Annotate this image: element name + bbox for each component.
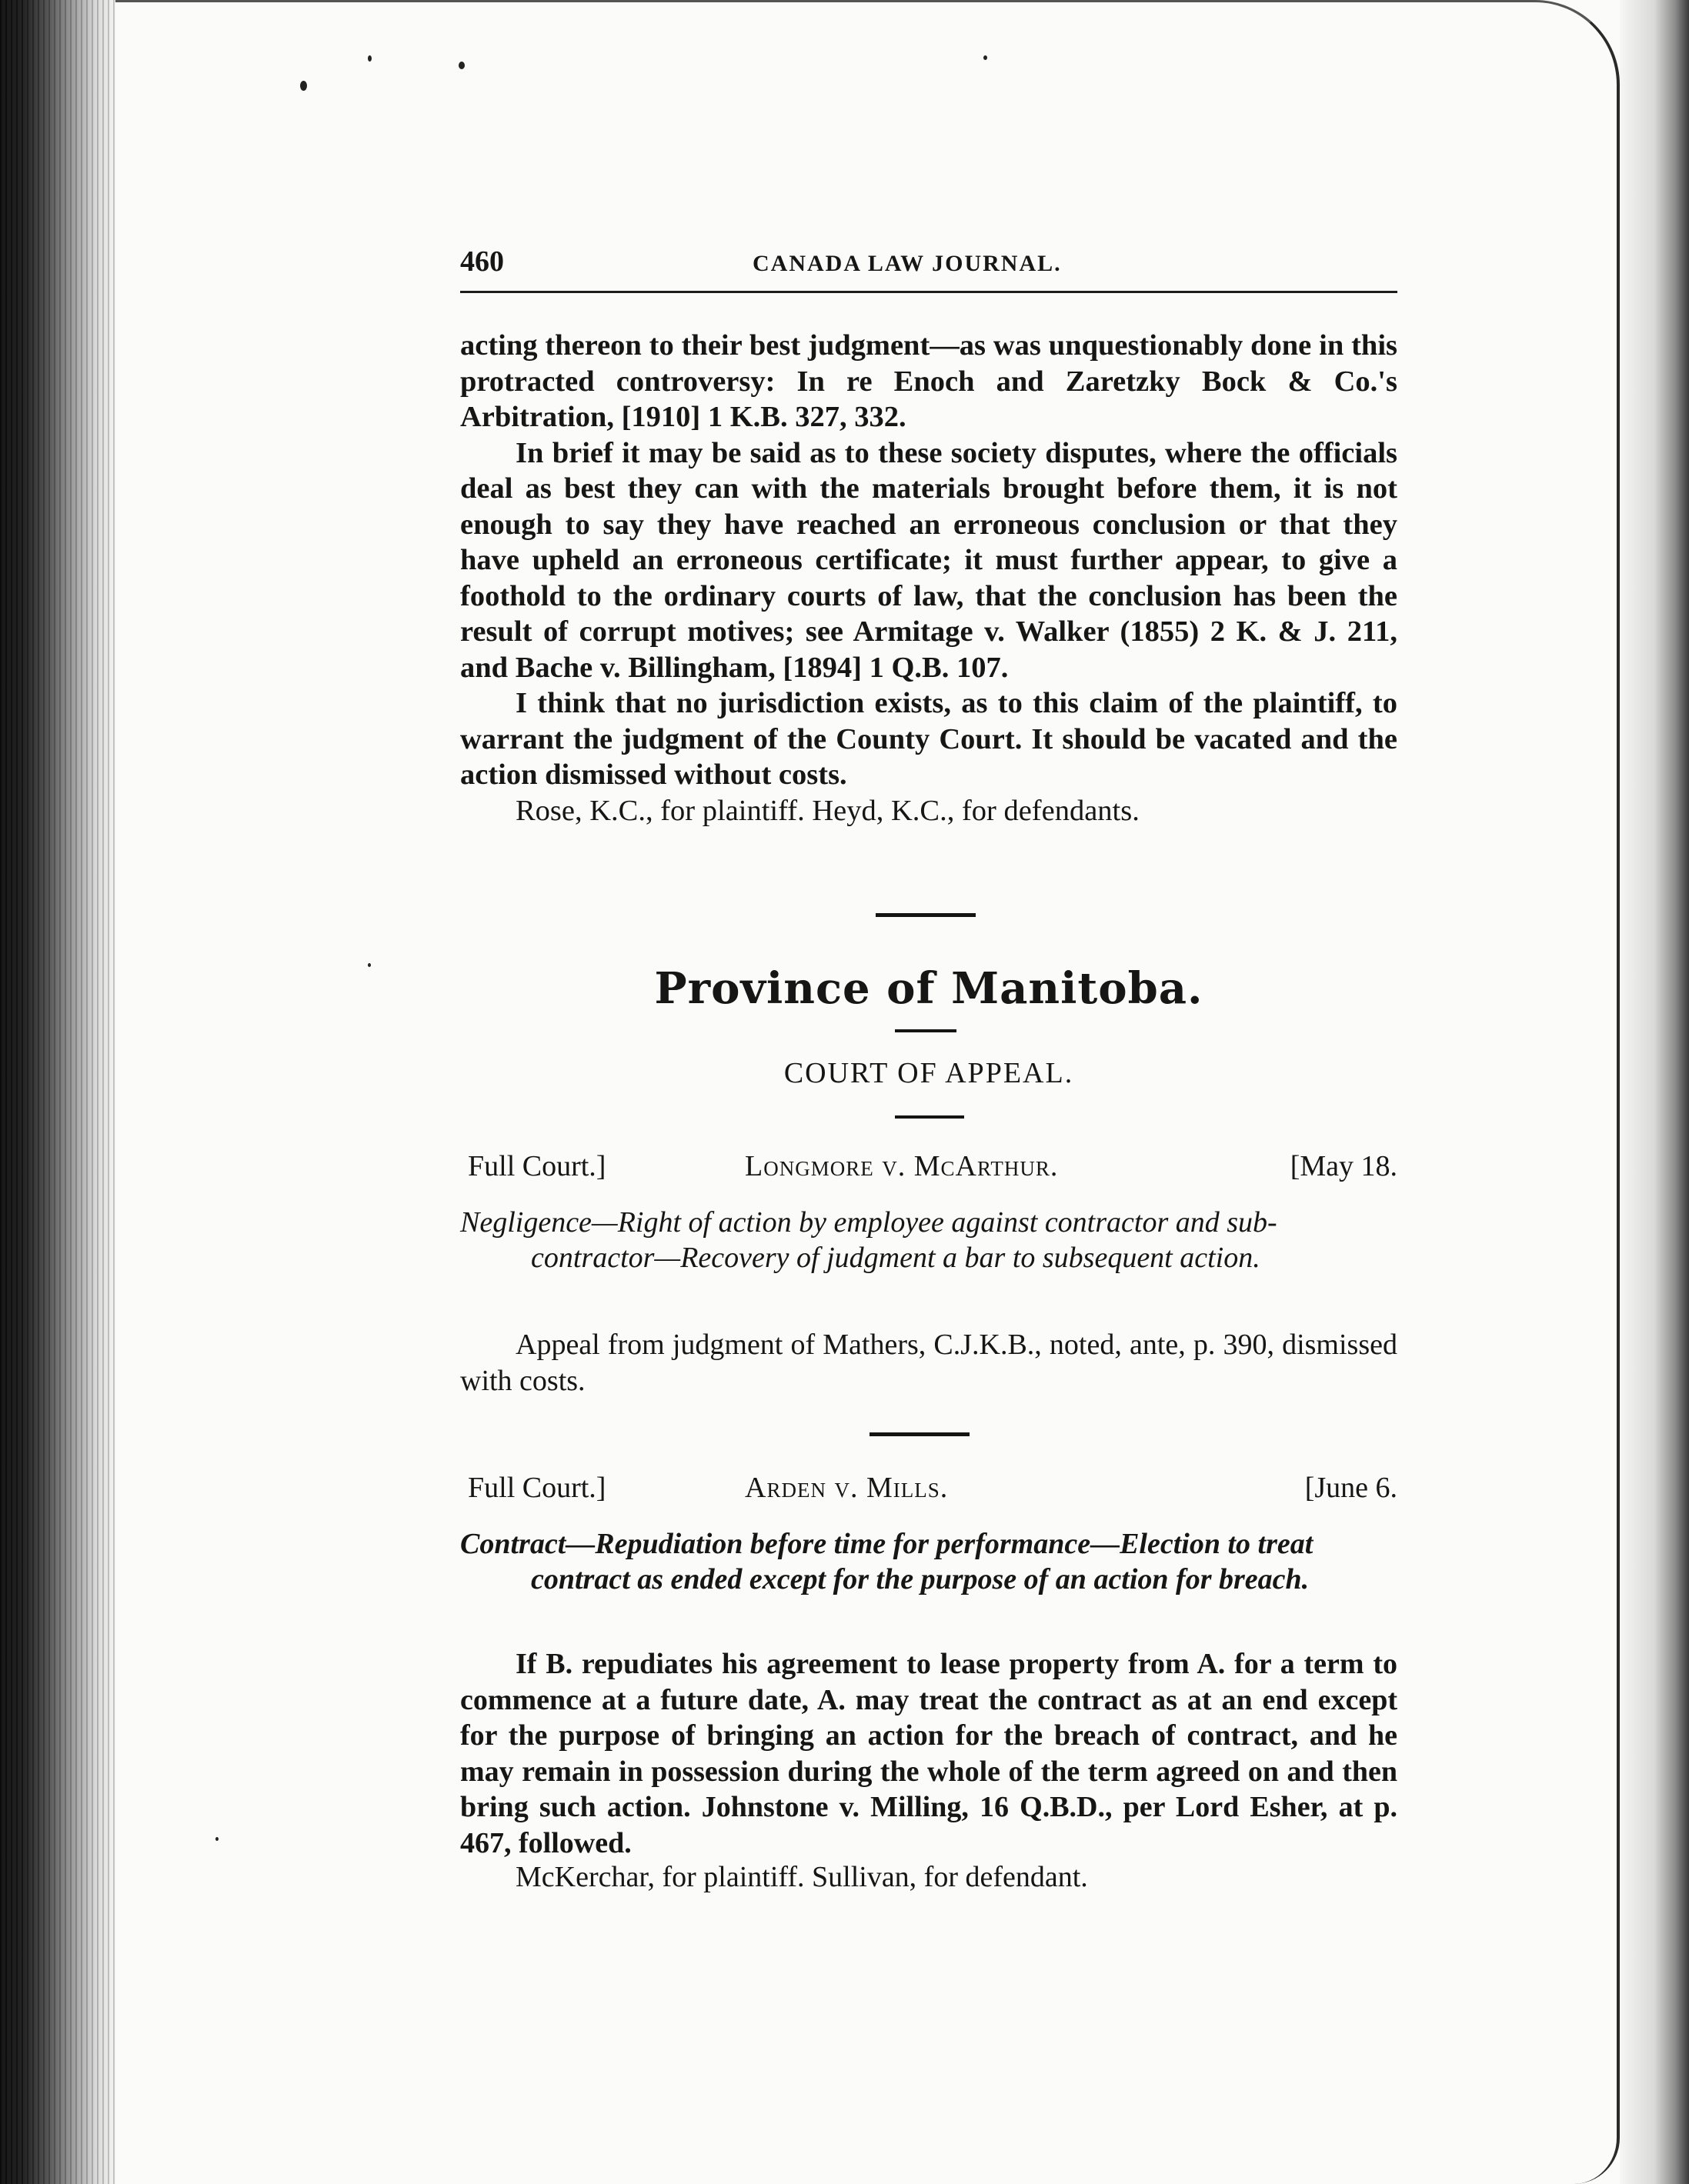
counsel-line-2: McKerchar, for plaintiff. Sullivan, for defendant. <box>516 1861 1088 1893</box>
case-body-2: If B. repudiates his agreement to lease property from A. for a term to commence at a future date, A. may treat the contract as at an end except for the purpose of bringing an action for the breach of contract, and he may remain in possession during the whole of the term agreed on and then bring such action. Johnstone v. Milling, 16 Q.B.D., per Lord Esher, at p. 467, followed. <box>460 1648 1397 1859</box>
journal-title: CANADA LAW JOURNAL. <box>753 251 1062 276</box>
court-heading: COURT OF APPEAL. <box>783 1057 1074 1089</box>
running-header <box>460 245 1397 293</box>
counsel-line-1: Rose, K.C., for plaintiff. Heyd, K.C., for defendants. <box>516 794 1140 827</box>
case-headnote-1: Negligence—Right of action by employee against contractor and sub-contractor—Recovery of judgment a bar to subsequent action. <box>460 1206 1277 1274</box>
case-caption-2 <box>460 1471 1397 1509</box>
case-divider <box>870 1432 970 1436</box>
case-court: Full Court.] <box>468 1150 606 1182</box>
paragraph-jurisdiction: I think that no jurisdiction exists, as to this claim of the plaintiff, to warrant the judgment of the County Court. It should be vacated and the action dismissed without costs. <box>460 687 1397 791</box>
page-number: 460 <box>460 245 504 278</box>
case-court: Full Court.] <box>468 1472 606 1504</box>
paragraph-judgment: acting thereon to their best judgment—as was unquestionably done in this protracted controversy: In re Enoch and Zaretzky Bock & Co.'s Arbitration, [1910] 1 K.B. 327, 332. <box>460 329 1397 433</box>
case-headnote-2: Contract—Repudiation before time for performance—Election to treat contract as ended except for the purpose of an action for breach. <box>460 1528 1313 1595</box>
binding-texture <box>0 0 115 2184</box>
case-date: [June 6. <box>1304 1472 1397 1504</box>
heading-divider <box>895 1029 956 1032</box>
case-date: [May 18. <box>1290 1150 1397 1182</box>
page-edge-shadow <box>1620 0 1689 2184</box>
case-caption-1 <box>460 1149 1397 1188</box>
opening-section <box>460 328 1397 829</box>
paragraph-society-disputes: In brief it may be said as to these society disputes, where the officials deal as best they can with the materials brought before them, it is not enough to say they have reached an erroneous conclusion or that they have upheld an erroneous certificate; it must further appear, to give a foothold to the ordinary courts of law, that the conclusion has been the result of corrupt motives; see Armitage v. Walker (1855) 2 K. & J. 211, and Bache v. Billingham, [1894] 1 Q.B. 107. <box>460 436 1397 684</box>
section-divider <box>876 913 976 917</box>
case-body-1: Appeal from judgment of Mathers, C.J.K.B., noted, ante, p. 390, dismissed with costs. <box>460 1329 1397 1397</box>
court-divider <box>895 1115 964 1119</box>
province-heading: Province of Manitoba. <box>654 963 1203 1014</box>
case-parties: Longmore v. McArthur. <box>745 1150 1059 1182</box>
case-parties: Arden v. Mills. <box>745 1472 949 1504</box>
